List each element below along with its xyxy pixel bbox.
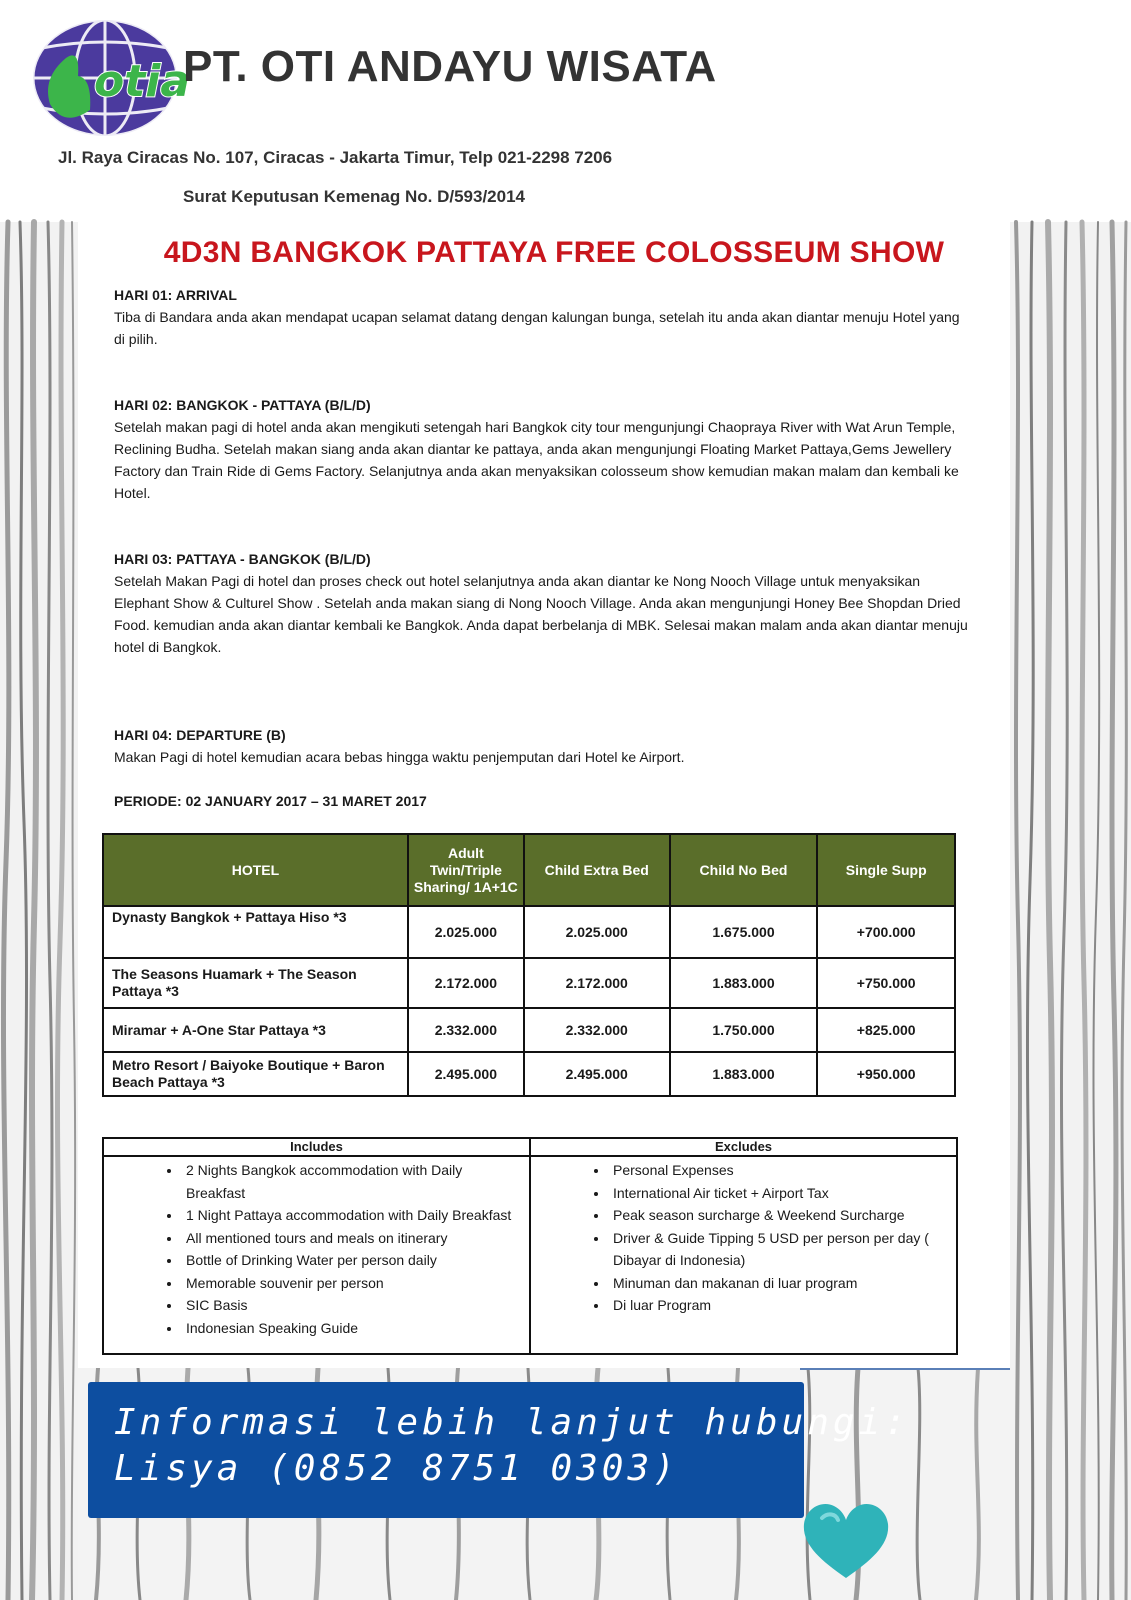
- single-supp-cell: +700.000: [817, 906, 955, 958]
- table-row: [103, 1052, 955, 1096]
- column-header: Child Extra Bed: [524, 834, 670, 906]
- day-heading: HARI 02: BANGKOK - PATTAYA (B/L/D): [114, 397, 371, 413]
- day-description: Tiba di Bandara anda akan mendapat ucapan selamat datang dengan kalungan bunga, setelah itu anda akan diantar menuju Hotel yang di pilih.: [114, 309, 960, 347]
- price-table: [102, 833, 956, 1097]
- letterhead: [0, 0, 1131, 222]
- column-header: Child No Bed: [670, 834, 818, 906]
- list-item: • Personal Expenses: [609, 1159, 950, 1182]
- table-row: [103, 958, 955, 1008]
- list-item: • Driver & Guide Tipping 5 USD per person per day ( Dibayar di Indonesia): [609, 1227, 950, 1272]
- includes-excludes-header: [103, 1138, 957, 1156]
- child-extra-bed-cell: 2.332.000: [524, 1008, 670, 1052]
- includes-cell: [103, 1156, 530, 1354]
- company-name: PT. OTI ANDAYU WISATA: [183, 42, 717, 91]
- license-decree: Surat Keputusan Kemenag No. D/593/2014: [183, 187, 526, 206]
- child-no-bed-cell: 1.750.000: [670, 1008, 818, 1052]
- hotel-cell: Miramar + A-One Star Pattaya *3: [103, 1008, 408, 1052]
- excludes-cell: [530, 1156, 957, 1354]
- hotel-cell: Dynasty Bangkok + Pattaya Hiso *3: [103, 906, 408, 958]
- day-heading: HARI 01: ARRIVAL: [114, 287, 237, 303]
- adult-price-cell: 2.332.000: [408, 1008, 524, 1052]
- list-item: • Indonesian Speaking Guide: [182, 1317, 523, 1340]
- includes-title: Includes: [103, 1138, 530, 1156]
- day-description: Setelah Makan Pagi di hotel dan proses check out hotel selanjutnya anda akan diantar ke Nong Nooch Village untuk menyaksikan Elephant Show & Culturel Show . Setelah anda makan siang di Nong Nooch Village. Anda akan mengunjungi Honey Bee Shopdan Dried Food. kemudian anda akan diantar kembali ke Bangkok. Anda dapat berbelanja di MBK. Selesai makan malam anda akan diantar menuju hotel di Bangkok.: [114, 573, 968, 655]
- adult-price-cell: 2.025.000: [408, 906, 524, 958]
- hotel-cell: Metro Resort / Baiyoke Boutique + Baron Beach Pattaya *3: [103, 1052, 408, 1096]
- column-header: Adult Twin/Triple Sharing/ 1A+1C: [408, 834, 524, 906]
- heart-icon: [800, 1500, 892, 1580]
- list-item: • Minuman dan makanan di luar program: [609, 1272, 950, 1295]
- price-table-header: [103, 834, 955, 906]
- child-extra-bed-cell: 2.172.000: [524, 958, 670, 1008]
- day-4: [114, 724, 974, 768]
- includes-list: [110, 1159, 523, 1339]
- excludes-title: Excludes: [530, 1138, 957, 1156]
- child-no-bed-cell: 1.883.000: [670, 958, 818, 1008]
- child-no-bed-cell: 1.883.000: [670, 1052, 818, 1096]
- column-header: Single Supp: [817, 834, 955, 906]
- wood-frame-right: [1010, 222, 1131, 1600]
- hotel-cell: The Seasons Huamark + The Season Pattaya *3: [103, 958, 408, 1008]
- single-supp-cell: +750.000: [817, 958, 955, 1008]
- itinerary-sheet: [78, 222, 1010, 1368]
- single-supp-cell: +950.000: [817, 1052, 955, 1096]
- contact-person-phone: Lisya (0852 8751 0303): [114, 1448, 679, 1489]
- table-row: [103, 906, 955, 958]
- day-3: [114, 548, 974, 658]
- list-item: • SIC Basis: [182, 1294, 523, 1317]
- divider-line: [800, 1368, 1010, 1370]
- list-item: • Peak season surcharge & Weekend Surcharge: [609, 1204, 950, 1227]
- child-no-bed-cell: 1.675.000: [670, 906, 818, 958]
- column-header: HOTEL: [103, 834, 408, 906]
- day-2: [114, 394, 974, 504]
- list-item: • 1 Night Pattaya accommodation with Daily Breakfast: [182, 1204, 523, 1227]
- day-heading: HARI 03: PATTAYA - BANGKOK (B/L/D): [114, 551, 371, 567]
- company-logo: [30, 18, 191, 138]
- day-description: Setelah makan pagi di hotel anda akan mengikuti setengah hari Bangkok city tour mengunjungi Chaopraya River with Wat Arun Temple, Reclining Budha. Setelah makan siang anda akan diantar ke pattaya, anda akan mengunjungi Floating Market Pattaya,Gems Jewellery Factory dan Train Ride di Gems Factory. Selanjutnya anda akan menyaksikan colosseum show kemudian makan malam dan kembali ke Hotel.: [114, 419, 959, 501]
- child-extra-bed-cell: 2.495.000: [524, 1052, 670, 1096]
- child-extra-bed-cell: 2.025.000: [524, 906, 670, 958]
- adult-price-cell: 2.172.000: [408, 958, 524, 1008]
- tour-period: PERIODE: 02 JANUARY 2017 – 31 MARET 2017: [114, 793, 427, 809]
- adult-price-cell: 2.495.000: [408, 1052, 524, 1096]
- single-supp-cell: +825.000: [817, 1008, 955, 1052]
- day-heading: HARI 04: DEPARTURE (B): [114, 727, 286, 743]
- company-address: Jl. Raya Ciracas No. 107, Ciracas - Jakarta Timur, Telp 021-2298 7206: [58, 148, 613, 167]
- day-1: [114, 284, 974, 350]
- contact-banner: [88, 1382, 910, 1518]
- list-item: • Memorable souvenir per person: [182, 1272, 523, 1295]
- day-description: Makan Pagi di hotel kemudian acara bebas hingga waktu penjemputan dari Hotel ke Airport.: [114, 749, 685, 765]
- list-item: • 2 Nights Bangkok accommodation with Daily Breakfast: [182, 1159, 523, 1204]
- includes-excludes-table: [102, 1137, 958, 1355]
- tour-title: 4D3N BANGKOK PATTAYA FREE COLOSSEUM SHOW: [163, 236, 945, 269]
- list-item: • Di luar Program: [609, 1294, 950, 1317]
- contact-info-line: Informasi lebih lanjut hubungi:: [114, 1402, 910, 1443]
- wood-frame-left: [0, 222, 78, 1600]
- list-item: • International Air ticket + Airport Tax: [609, 1182, 950, 1205]
- svg-text:otia: otia: [94, 56, 191, 107]
- excludes-list: [537, 1159, 950, 1317]
- table-row: [103, 1008, 955, 1052]
- list-item: • All mentioned tours and meals on itinerary: [182, 1227, 523, 1250]
- list-item: • Bottle of Drinking Water per person daily: [182, 1249, 523, 1272]
